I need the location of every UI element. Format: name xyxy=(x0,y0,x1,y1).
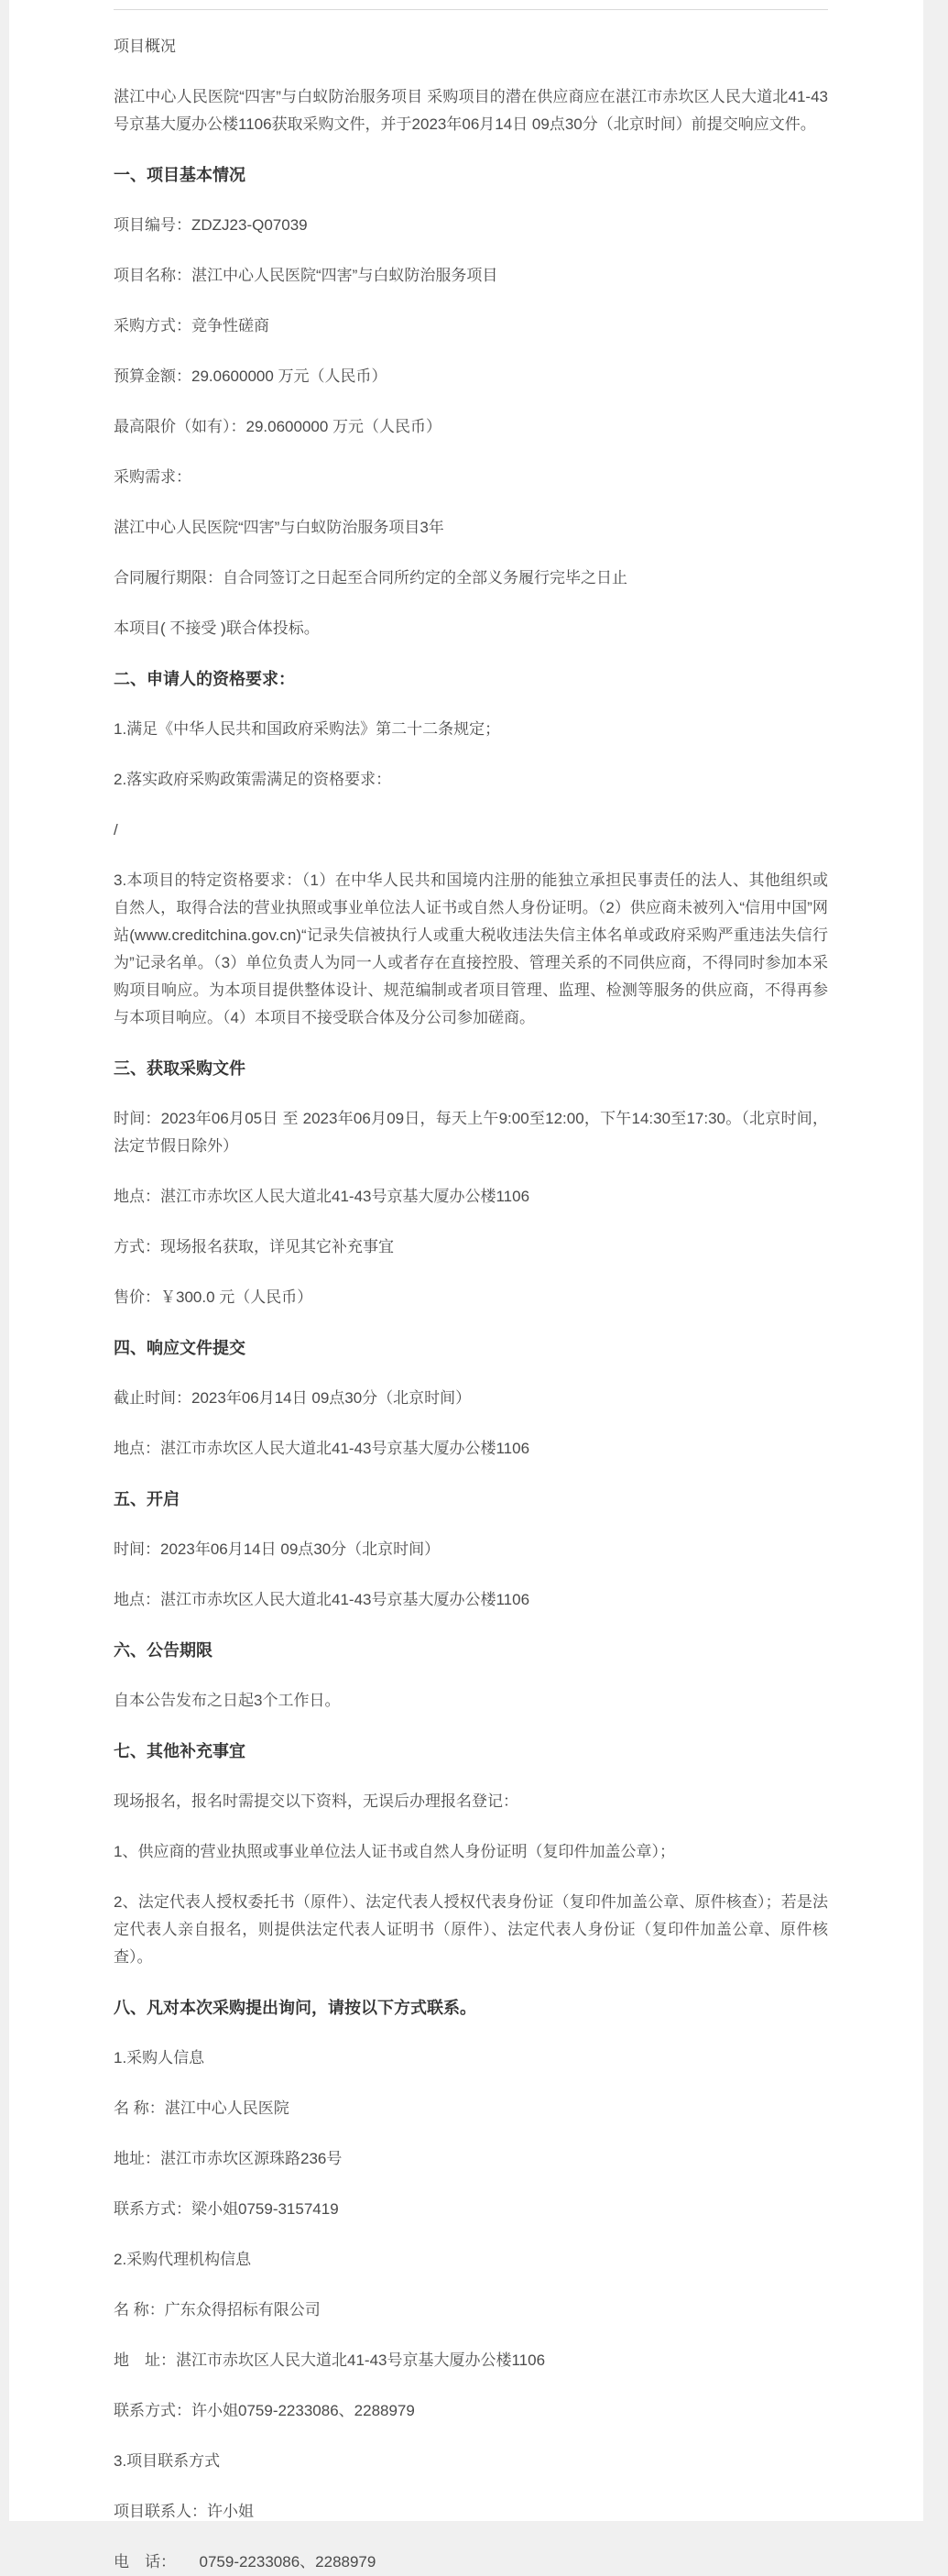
announcement-card xyxy=(9,0,923,2571)
paragraph: 自本公告发布之日起3个工作日。 xyxy=(114,1692,341,1709)
paragraph: 名 称：广东众得招标有限公司 xyxy=(114,2301,321,2318)
paragraph: 项目名称：湛江中心人民医院“四害”与白蚁防治服务项目 xyxy=(114,267,498,284)
paragraph: 1.采购人信息 xyxy=(114,2049,205,2066)
paragraph: / xyxy=(114,821,118,839)
section-heading: 四、响应文件提交 xyxy=(114,1339,245,1357)
paragraph: 地 址：湛江市赤坎区人民大道北41-43号京基大厦办公楼1106 xyxy=(114,2351,546,2369)
paragraph: 采购方式：竞争性磋商 xyxy=(114,317,269,334)
paragraph: 项目联系人：许小姐 xyxy=(114,2503,254,2520)
paragraph: 截止时间：2023年06月14日 09点30分（北京时间） xyxy=(114,1389,472,1407)
paragraph: 1.满足《中华人民共和国政府采购法》第二十二条规定； xyxy=(114,720,501,738)
announcement-content xyxy=(9,9,923,2576)
paragraph: 地点：湛江市赤坎区人民大道北41-43号京基大厦办公楼1106 xyxy=(114,1440,530,1457)
paragraph: 售价：￥300.0 元（人民币） xyxy=(114,1288,313,1306)
paragraph: 时间：2023年06月14日 09点30分（北京时间） xyxy=(114,1540,441,1558)
paragraph: 2.落实政府采购政策需满足的资格要求： xyxy=(114,771,392,788)
paragraph: 3.项目联系方式 xyxy=(114,2452,221,2470)
paragraph: 本项目( 不接受 )联合体投标。 xyxy=(114,619,320,637)
paragraph: 项目概况 xyxy=(114,38,176,55)
paragraph: 2.采购代理机构信息 xyxy=(114,2251,252,2268)
paragraph: 最高限价（如有）：29.0600000 万元（人民币） xyxy=(114,418,442,435)
paragraph: 湛江中心人民医院“四害”与白蚁防治服务项目3年 xyxy=(114,519,444,536)
paragraph: 时间：2023年06月05日 至 2023年06月09日，每天上午9:00至12:00，下午14:30至17:30。（北京时间，法定节假日除外） xyxy=(114,1110,828,1155)
section-heading: 六、公告期限 xyxy=(114,1641,212,1660)
section-heading: 五、开启 xyxy=(114,1490,180,1508)
paragraph: 1、供应商的营业执照或事业单位法人证书或自然人身份证明（复印件加盖公章）； xyxy=(114,1843,675,1860)
paragraph: 现场报名，报名时需提交以下资料，无误后办理报名登记： xyxy=(114,1792,518,1810)
section-heading: 一、项目基本情况 xyxy=(114,166,245,184)
paragraph: 名 称：湛江中心人民医院 xyxy=(114,2099,289,2117)
section-heading: 八、凡对本次采购提出询问，请按以下方式联系。 xyxy=(114,1999,476,2017)
paragraph: 合同履行期限：自合同签订之日起至合同所约定的全部义务履行完毕之日止 xyxy=(114,569,627,586)
paragraph: 联系方式：梁小姐0759-3157419 xyxy=(114,2200,339,2218)
paragraph: 湛江中心人民医院“四害”与白蚁防治服务项目 采购项目的潜在供应商应在湛江市赤坎区人民大道北41-43号京基大厦办公楼1106获取采购文件，并于2023年06月14日 09点30分（北京时间）前提交响应文件。 xyxy=(114,88,828,133)
paragraph: 2、法定代表人授权委托书（原件）、法定代表人授权代表身份证（复印件加盖公章、原件核查）；若是法定代表人亲自报名，则提供法定代表人证明书（原件）、法定代表人身份证（复印件加盖公章、原件核查）。 xyxy=(114,1893,828,1966)
announcement-body xyxy=(114,33,828,2576)
paragraph: 联系方式：许小姐0759-2233086、2288979 xyxy=(114,2402,415,2419)
top-divider xyxy=(114,9,828,10)
paragraph: 地址：湛江市赤坎区源珠路236号 xyxy=(114,2150,343,2167)
section-heading: 七、其他补充事宜 xyxy=(114,1742,245,1760)
section-heading: 二、申请人的资格要求： xyxy=(114,670,295,688)
paragraph: 地点：湛江市赤坎区人民大道北41-43号京基大厦办公楼1106 xyxy=(114,1188,530,1205)
paragraph: 3.本项目的特定资格要求：（1）在中华人民共和国境内注册的能独立承担民事责任的法人、其他组织或自然人，取得合法的营业执照或事业单位法人证书或自然人身份证明。（2）供应商未被列入“信用中国”网站(www.creditchina.gov.cn)“记录失信被执行人或重大税收违法失信主体名单或政府采购严重违法失信行为”记录名单。（3）单位负责人为同一人或者存在直接控股、管理关系的不同供应商，不得同时参加本采购项目响应。为本项目提供整体设计、规范编制或者项目管理、监理、检测等服务的供应商，不得再参与本项目响应。（4）本项目不接受联合体及分公司参加磋商。 xyxy=(114,871,828,1026)
paragraph: 预算金额：29.0600000 万元（人民币） xyxy=(114,367,387,385)
paragraph: 方式：现场报名获取，详见其它补充事宜 xyxy=(114,1238,394,1255)
paragraph: 电 话： 0759-2233086、2288979 xyxy=(114,2553,376,2571)
paragraph: 采购需求： xyxy=(114,468,191,486)
section-heading: 三、获取采购文件 xyxy=(114,1059,245,1078)
paragraph: 项目编号：ZDZJ23-Q07039 xyxy=(114,216,308,234)
paragraph: 地点：湛江市赤坎区人民大道北41-43号京基大厦办公楼1106 xyxy=(114,1591,530,1608)
